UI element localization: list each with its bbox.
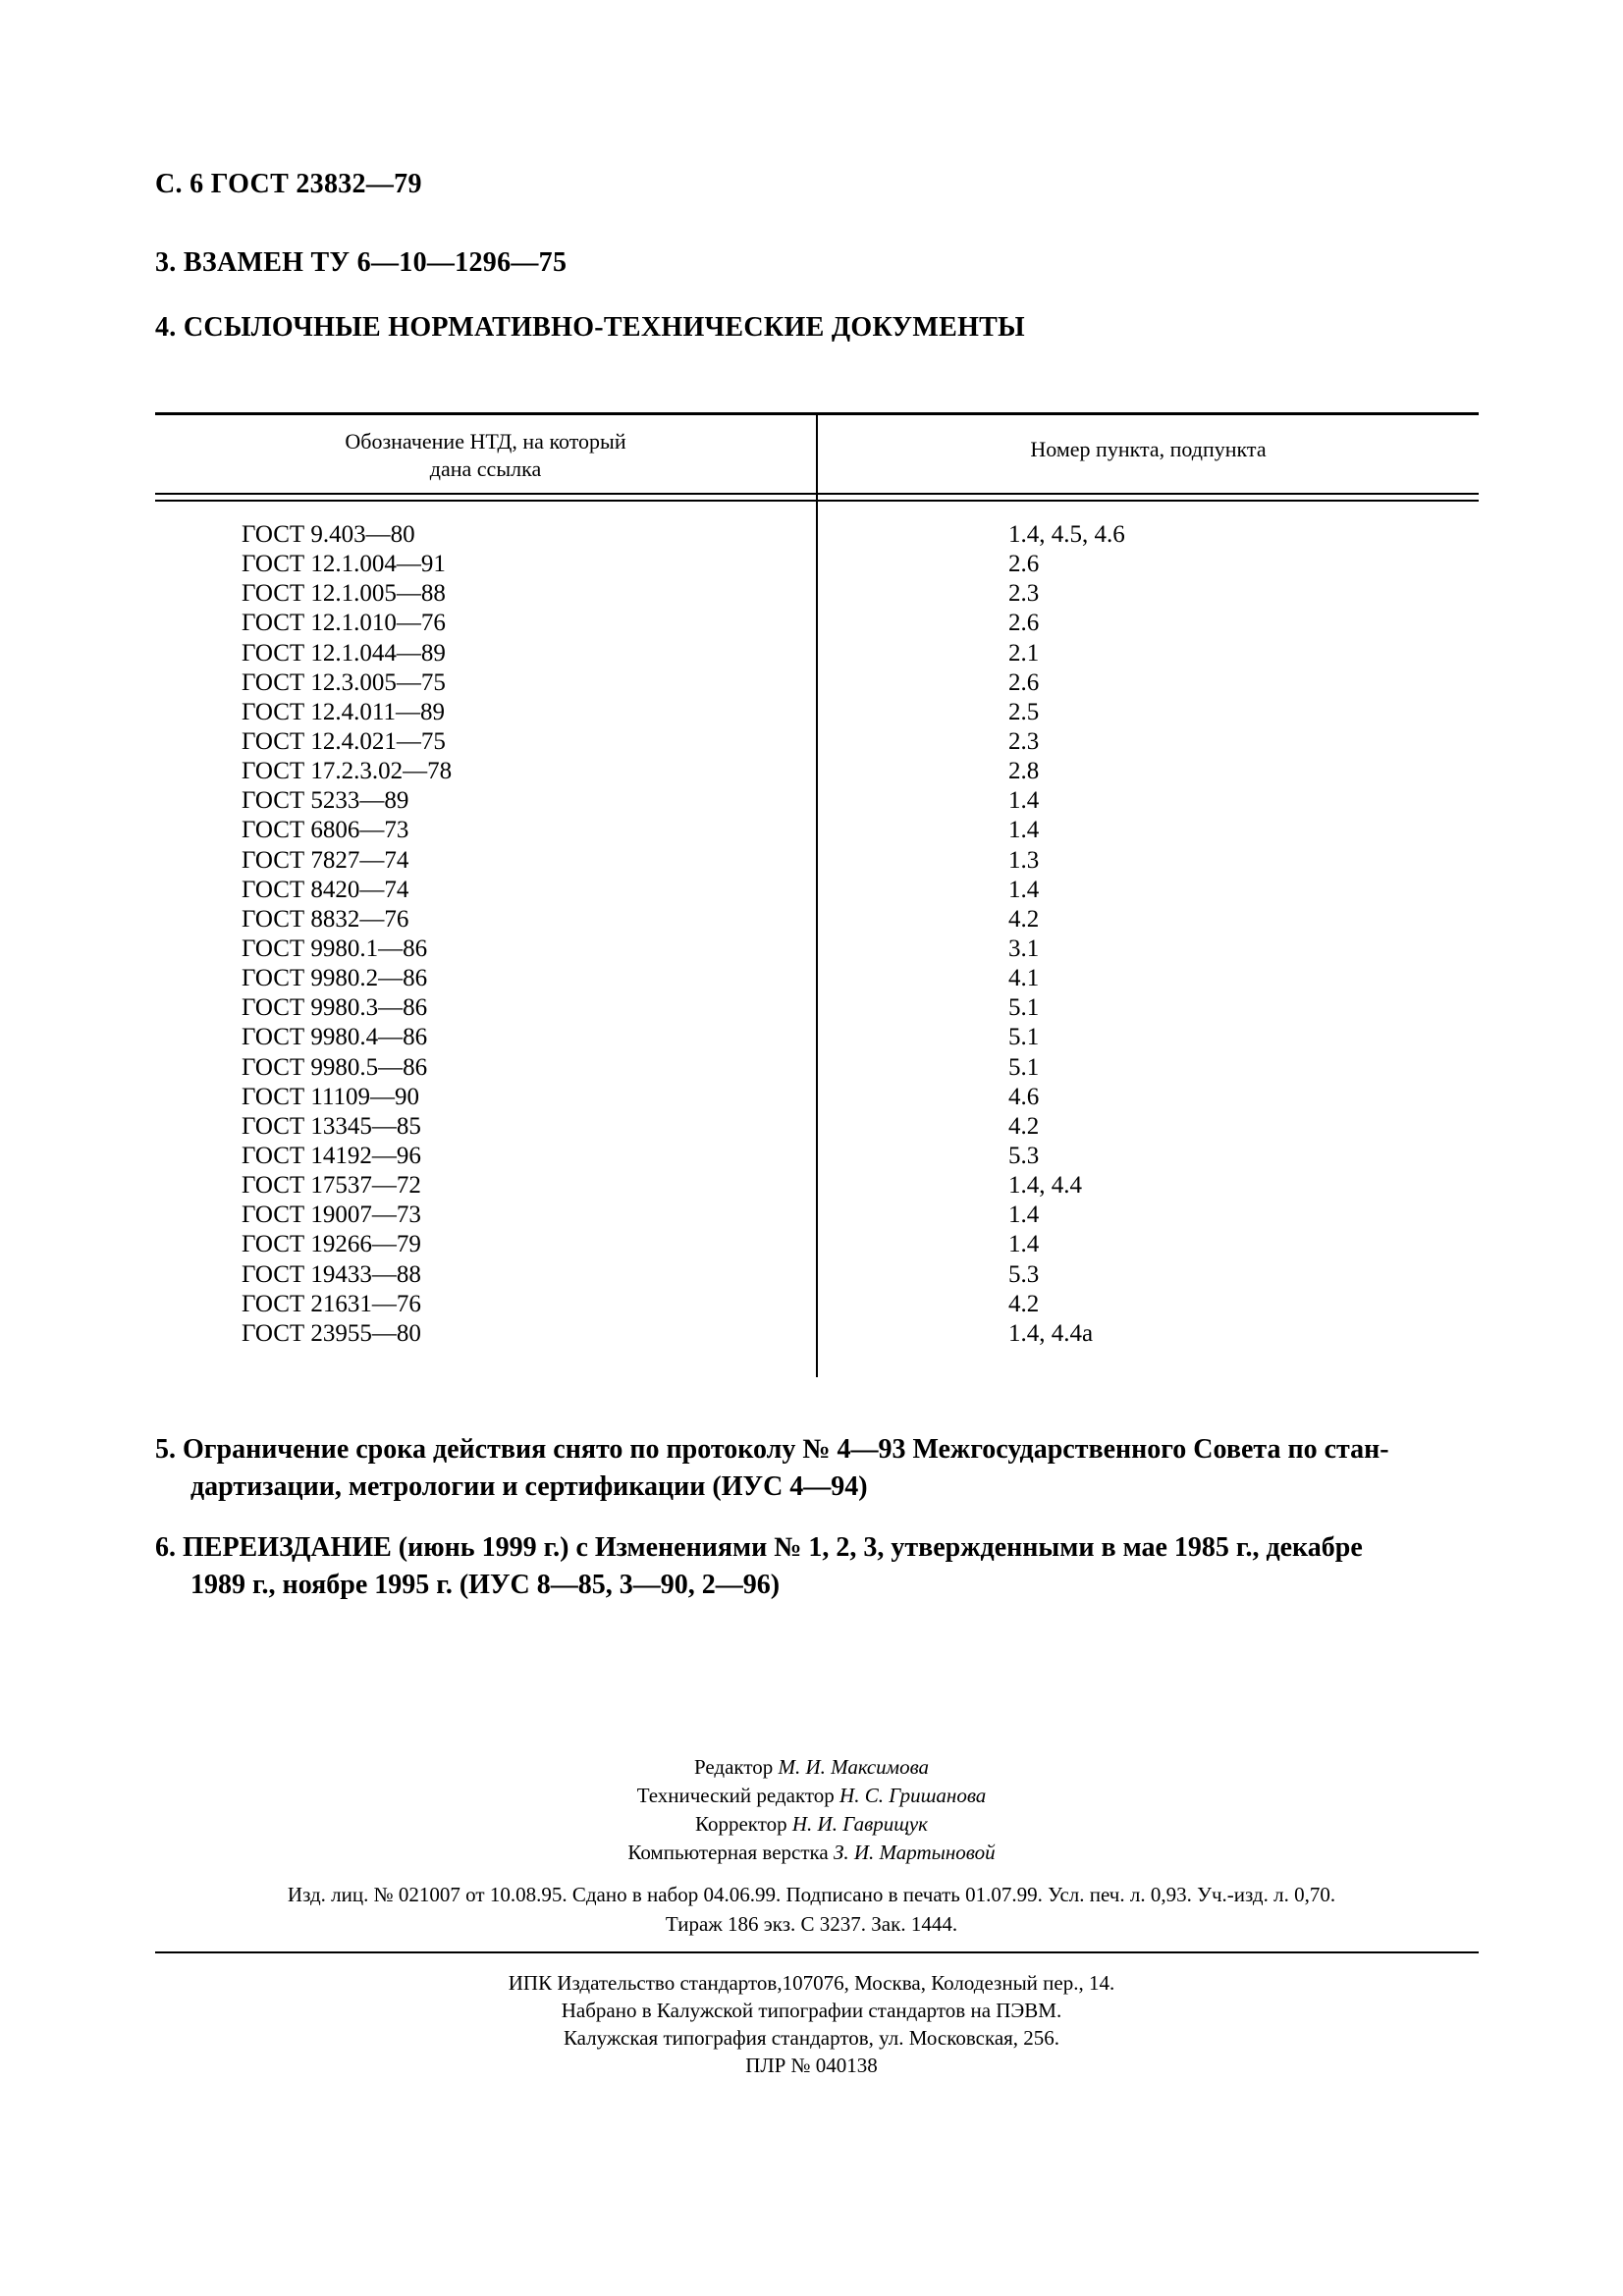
- table-cell-document: ГОСТ 21631—76: [242, 1290, 421, 1317]
- table-cell-document: ГОСТ 9980.1—86: [242, 934, 428, 962]
- credit-tech-editor: [0, 1782, 1623, 1810]
- publisher-line2: Набрано в Калужской типографии стандартов на ПЭВМ.: [561, 1999, 1062, 2022]
- imprint-rule: [155, 1951, 1479, 1953]
- section-5-line2: дартизации, метрологии и сертификации (ИУС 4—94): [190, 1471, 868, 1502]
- table-cell-clause: 2.3: [1008, 580, 1040, 608]
- col2-header: Номер пункта, подпункта: [1030, 437, 1267, 461]
- imprint-block: [0, 1880, 1623, 1939]
- table-cell-document: ГОСТ 17537—72: [242, 1172, 421, 1200]
- table-cell-clause: 2.5: [1008, 698, 1040, 725]
- table-cell-clause: 5.1: [1008, 1053, 1040, 1081]
- credit-role: Корректор: [695, 1812, 787, 1836]
- credit-name: Н. С. Гришанова: [839, 1784, 987, 1807]
- table-cell-document: ГОСТ 12.1.044—89: [242, 639, 446, 667]
- table-cell-document: ГОСТ 12.1.005—88: [242, 580, 446, 608]
- publisher-line1: ИПК Издательство стандартов,107076, Москва, Колодезный пер., 14.: [508, 1971, 1115, 1995]
- table-cell-document: ГОСТ 17.2.3.02—78: [242, 758, 453, 785]
- publisher-block: [0, 1969, 1623, 2079]
- table-cell-document: ГОСТ 8420—74: [242, 876, 409, 903]
- table-cell-clause: 2.6: [1008, 610, 1040, 637]
- credit-layout: [0, 1839, 1623, 1867]
- table-cell-document: ГОСТ 9980.2—86: [242, 965, 428, 992]
- page-header: С. 6 ГОСТ 23832—79: [155, 169, 422, 199]
- section-6: [155, 1529, 1363, 1604]
- credit-name: З. И. Мартыновой: [833, 1841, 996, 1864]
- table-cell-document: ГОСТ 23955—80: [242, 1319, 421, 1347]
- table-cell-document: ГОСТ 9980.5—86: [242, 1053, 428, 1081]
- publisher-line3: Калужская типография стандартов, ул. Московская, 256.: [563, 2026, 1060, 2050]
- table-cell-document: ГОСТ 9980.3—86: [242, 994, 428, 1022]
- table-cell-clause: 5.1: [1008, 994, 1040, 1022]
- table-cell-document: ГОСТ 9980.4—86: [242, 1024, 428, 1051]
- table-cell-document: ГОСТ 12.3.005—75: [242, 668, 446, 696]
- clause-list: [1008, 520, 1125, 1349]
- table-cell-clause: 5.1: [1008, 1024, 1040, 1051]
- section-6-line2: 1989 г., ноябре 1995 г. (ИУС 8—85, 3—90, 2—96): [190, 1570, 781, 1600]
- section-4-heading: 4. ССЫЛОЧНЫЕ НОРМАТИВНО-ТЕХНИЧЕСКИЕ ДОКУМЕНТЫ: [155, 312, 1025, 343]
- publisher-line4: ПЛР № 040138: [745, 2054, 878, 2077]
- table-cell-clause: 1.4, 4.4: [1008, 1172, 1082, 1200]
- table-cell-clause: 1.4: [1008, 787, 1040, 815]
- col1-header-line2: дана ссылка: [429, 456, 542, 481]
- credit-name: Н. И. Гаврищук: [791, 1812, 928, 1836]
- section-5: [155, 1431, 1389, 1506]
- document-list: [242, 520, 452, 1349]
- credit-name: М. И. Максимова: [778, 1755, 930, 1779]
- section-6-line1: 6. ПЕРЕИЗДАНИЕ (июнь 1999 г.) с Изменениями № 1, 2, 3, утвержденными в мае 1985 г., декабре: [155, 1532, 1363, 1563]
- table-cell-clause: 1.4: [1008, 1231, 1040, 1258]
- table-cell-clause: 4.6: [1008, 1083, 1040, 1110]
- table-cell-document: ГОСТ 8832—76: [242, 905, 409, 933]
- section-3-heading: 3. ВЗАМЕН ТУ 6—10—1296—75: [155, 247, 568, 278]
- table-cell-clause: 4.2: [1008, 1112, 1040, 1140]
- table-cell-document: ГОСТ 6806—73: [242, 817, 409, 844]
- table-cell-clause: 1.4: [1008, 817, 1040, 844]
- table-cell-clause: 4.2: [1008, 1290, 1040, 1317]
- section-5-line1: 5. Ограничение срока действия снято по протоколу № 4—93 Межгосударственного Совета по стан-: [155, 1434, 1389, 1465]
- table-cell-document: ГОСТ 7827—74: [242, 846, 409, 874]
- table-cell-document: ГОСТ 13345—85: [242, 1112, 421, 1140]
- table-cell-clause: 4.1: [1008, 965, 1040, 992]
- table-cell-clause: 3.1: [1008, 934, 1040, 962]
- credit-corrector: [0, 1810, 1623, 1839]
- credit-role: Компьютерная верстка: [627, 1841, 829, 1864]
- table-cell-document: ГОСТ 9.403—80: [242, 521, 415, 548]
- table-cell-clause: 2.6: [1008, 668, 1040, 696]
- col1-header: [155, 428, 816, 483]
- credits-block: [0, 1753, 1623, 1867]
- table-cell-clause: 1.3: [1008, 846, 1040, 874]
- table-cell-document: ГОСТ 12.4.011—89: [242, 698, 445, 725]
- table-cell-document: ГОСТ 19266—79: [242, 1231, 421, 1258]
- table-cell-clause: 1.4: [1008, 1201, 1040, 1229]
- table-cell-document: ГОСТ 12.1.004—91: [242, 551, 446, 578]
- table-cell-document: ГОСТ 5233—89: [242, 787, 409, 815]
- table-cell-document: ГОСТ 19433—88: [242, 1260, 421, 1288]
- credit-role: Технический редактор: [636, 1784, 835, 1807]
- table-cell-clause: 1.4: [1008, 876, 1040, 903]
- table-cell-clause: 2.1: [1008, 639, 1040, 667]
- table-cell-document: ГОСТ 14192—96: [242, 1142, 421, 1169]
- table-cell-clause: 5.3: [1008, 1260, 1040, 1288]
- table-cell-document: ГОСТ 12.4.021—75: [242, 727, 446, 755]
- table-cell-clause: 2.3: [1008, 727, 1040, 755]
- credit-role: Редактор: [693, 1755, 774, 1779]
- imprint-line2: Тираж 186 экз. С 3237. Зак. 1444.: [665, 1912, 958, 1936]
- table-cell-document: ГОСТ 11109—90: [242, 1083, 420, 1110]
- table-cell-document: ГОСТ 12.1.010—76: [242, 610, 446, 637]
- column-divider: [816, 415, 818, 1377]
- table-cell-clause: 1.4, 4.5, 4.6: [1008, 521, 1125, 548]
- credit-editor: [0, 1753, 1623, 1782]
- col1-header-line1: Обозначение НТД, на который: [345, 429, 626, 454]
- table-cell-clause: 1.4, 4.4a: [1008, 1319, 1094, 1347]
- table-cell-clause: 4.2: [1008, 905, 1040, 933]
- table-cell-clause: 5.3: [1008, 1142, 1040, 1169]
- imprint-line1: Изд. лиц. № 021007 от 10.08.95. Сдано в набор 04.06.99. Подписано в печать 01.07.99. Усл. печ. л. 0,93. Уч.-изд. л. 0,70.: [287, 1883, 1336, 1906]
- table-cell-clause: 2.8: [1008, 758, 1040, 785]
- table-cell-document: ГОСТ 19007—73: [242, 1201, 421, 1229]
- table-cell-clause: 2.6: [1008, 551, 1040, 578]
